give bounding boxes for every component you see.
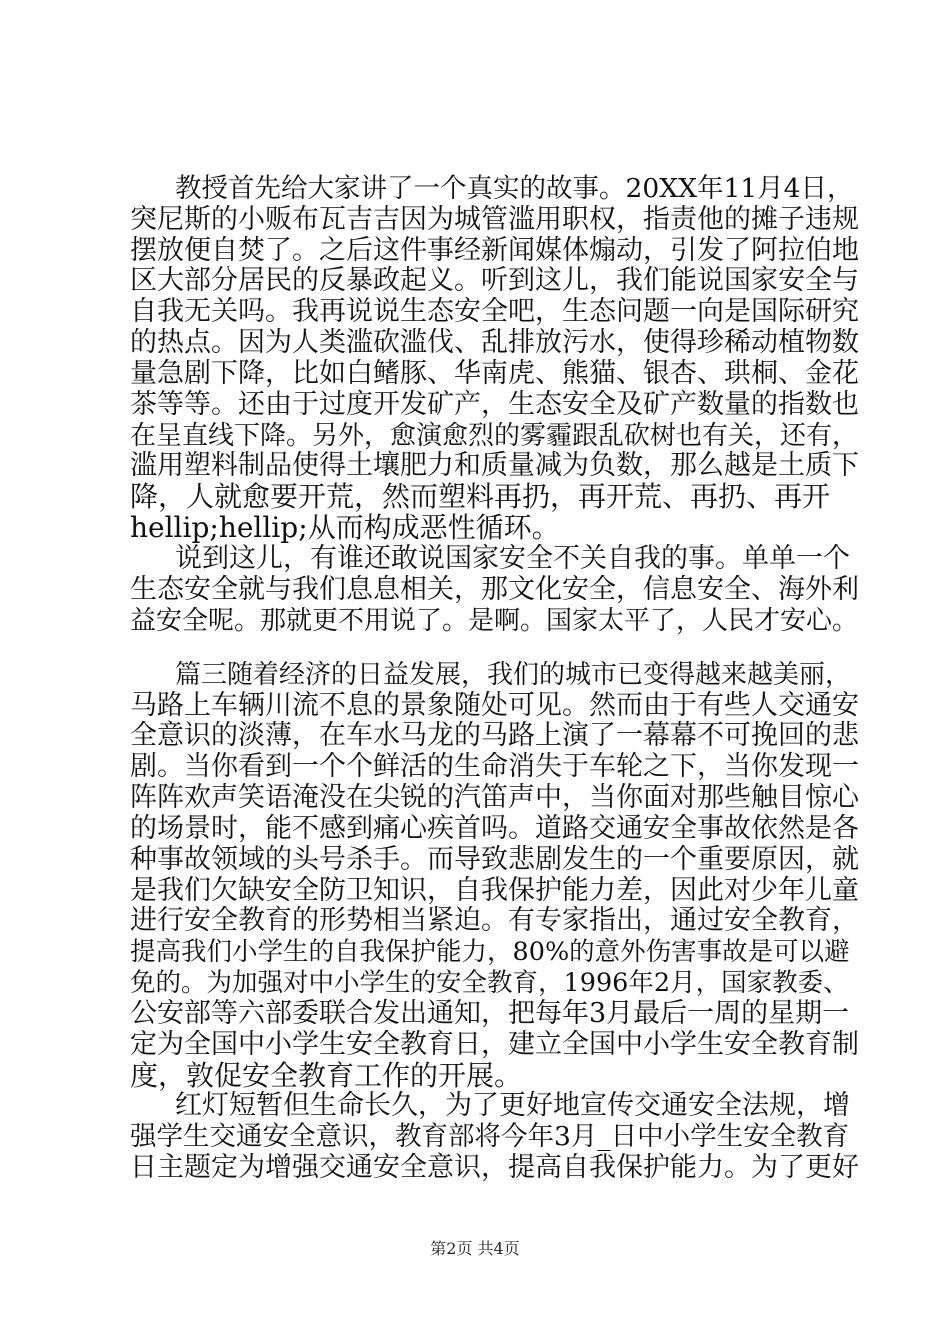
paragraph-1-line-3: 摆放便自焚了。之后这件事经新闻媒体煽动，引发了阿拉伯地 — [130, 234, 859, 266]
paragraph-3-line-2: 马路上车辆川流不息的景象随处可见。然而由于有些人交通安 — [130, 689, 859, 721]
paragraph-2-line-3: 益安全呢。那就更不用说了。是啊。国家太平了，人民才安心。 — [130, 605, 859, 636]
paragraph-3-line-11: 免的。为加强对中小学生的安全教育，1996年2月，国家教委、 — [130, 968, 849, 999]
paragraph-2-line-1: 说到这儿，有谁还敢说国家安全不关自我的事。单单一个 — [175, 542, 850, 574]
paragraph-2-line-2: 生态安全就与我们息息相关，那文化安全，信息安全、海外利 — [130, 573, 859, 605]
paragraph-1-line-7: 量急剧下降，比如白鳍豚、华南虎、熊猫、银杏、珙桐、金花 — [130, 357, 859, 389]
paragraph-3-line-8: 是我们欠缺安全防卫知识，自我保护能力差，因此对少年儿童 — [130, 874, 859, 906]
paragraph-3-line-3: 全意识的淡薄，在车水马龙的马路上演了一幕幕不可挽回的悲 — [130, 720, 859, 752]
paragraph-1-line-4: 区大部分居民的反暴政起义。听到这儿，我们能说国家安全与 — [130, 265, 859, 297]
paragraph-1-line-12: hellip;hellip;从而构成恶性循环。 — [130, 511, 560, 545]
paragraph-1-line-1: 教授首先给大家讲了一个真实的故事。20XX年11月4日， — [175, 173, 854, 204]
paragraph-1-line-8: 茶等等。还由于过度开发矿产，生态安全及矿产数量的指数也 — [130, 388, 859, 420]
paragraph-1-line-2: 突尼斯的小贩布瓦吉吉因为城管滥用职权，指责他的摊子违规 — [130, 203, 859, 235]
paragraph-3-line-1: 篇三随着经济的日益发展，我们的城市已变得越来越美丽， — [175, 659, 852, 690]
paragraph-3-line-6: 的场景时，能不感到痛心疾首吗。道路交通安全事故依然是各 — [130, 812, 859, 844]
paragraph-4-line-3: 日主题定为增强交通安全意识，提高自我保护能力。为了更好 — [130, 1152, 859, 1183]
paragraph-3-line-10: 提高我们小学生的自我保护能力，80%的意外伤害事故是可以避 — [130, 937, 850, 968]
paragraph-1-line-5: 自我无关吗。我再说说生态安全吧，生态问题一向是国际研究 — [130, 296, 859, 328]
paragraph-1-line-11: 降，人就愈要开荒，然而塑料再扔，再开荒、再扔、再开 — [130, 480, 831, 514]
paragraph-1-line-9: 在呈直线下降。另外，愈演愈烈的雾霾跟乱砍树也有关，还有， — [130, 420, 859, 451]
paragraph-3-line-12: 公安部等六部委联合发出通知，把每年3月最后一周的星期一 — [130, 997, 850, 1029]
page-number-footer: 第2页 共4页 — [430, 1239, 520, 1258]
paragraph-3-line-13: 定为全国中小学生安全教育日，建立全国中小学生安全教育制 — [130, 1028, 859, 1060]
paragraph-3-line-4: 剧。当你看到一个个鲜活的生命消失于车轮之下，当你发现一 — [130, 751, 859, 783]
paragraph-1-line-6: 的热点。因为人类滥砍滥伐、乱排放污水，使得珍稀动植物数 — [130, 327, 859, 359]
paragraph-4-line-1: 红灯短暂但生命长久，为了更好地宣传交通安全法规，增 — [175, 1090, 850, 1122]
paragraph-3-line-14: 度，敦促安全教育工作的开展。 — [130, 1058, 523, 1092]
paragraph-3-line-5: 阵阵欢声笑语淹没在尖锐的汽笛声中，当你面对那些触目惊心 — [130, 782, 859, 814]
paragraph-3-line-9: 进行安全教育的形势相当紧迫。有专家指出，通过安全教育， — [130, 905, 859, 937]
paragraph-4-line-2: 强学生交通安全意识，教育部将今年3月_日中小学生安全教育 — [130, 1121, 850, 1153]
paragraph-1-line-10: 滥用塑料制品使得土壤肥力和质量减为负数，那么越是土质下 — [130, 450, 859, 482]
paragraph-3-line-7: 种事故领域的头号杀手。而导致悲剧发生的一个重要原因，就 — [130, 843, 859, 875]
